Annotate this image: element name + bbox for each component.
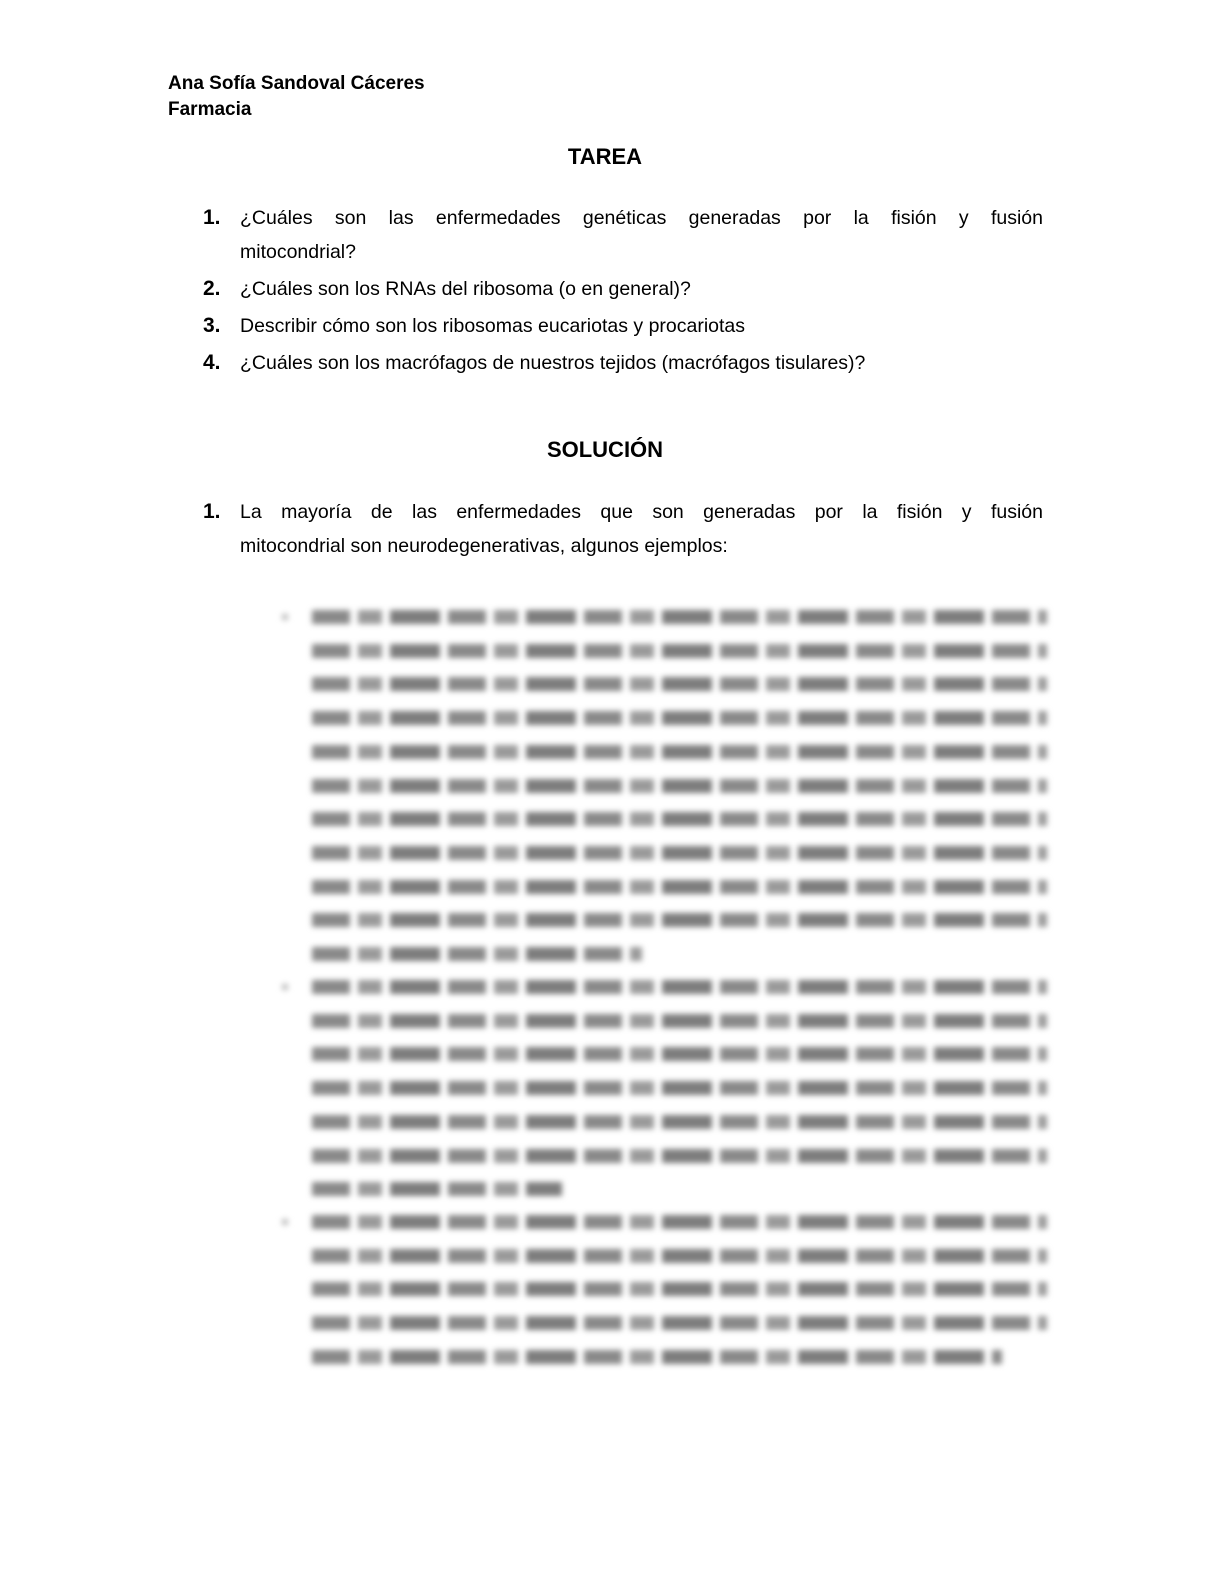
- question-item: [200, 201, 1043, 269]
- answer-item: [200, 495, 1043, 563]
- obscured-text-line: [312, 913, 1047, 927]
- question-text-line: ¿Cuáles son los macrófagos de nuestros tejidos (macrófagos tisulares)?: [240, 352, 866, 374]
- question-text-line: Describir cómo son los ribosomas eucariotas y procariotas: [240, 315, 746, 337]
- obscured-text-line: [312, 711, 1047, 725]
- obscured-text-line: [312, 1081, 1047, 1095]
- question-text-line: ¿Cuáles son las enfermedades genéticas generadas por la fisión y fusión: [240, 207, 1043, 229]
- bullet-marker: [282, 1219, 288, 1225]
- obscured-text-line: [312, 745, 1047, 759]
- obscured-text-line: [312, 1282, 1047, 1296]
- answer-text-line: La mayoría de las enfermedades que son generadas por la fisión y fusión: [240, 501, 1043, 523]
- blurred-content: [270, 600, 1050, 1380]
- question-item: [200, 309, 1043, 343]
- obscured-text-line: [312, 779, 1047, 793]
- document-header: [168, 71, 425, 123]
- question-text-line: ¿Cuáles son los RNAs del ribosoma (o en general)?: [240, 278, 691, 300]
- answer-list: [200, 495, 1043, 566]
- obscured-text-line: [312, 1014, 1047, 1028]
- solucion-title: SOLUCIÓN: [546, 437, 664, 462]
- answer-text-line: mitocondrial son neurodegenerativas, algunos ejemplos:: [240, 535, 728, 557]
- obscured-text-line: [312, 980, 1047, 994]
- obscured-text-line: [312, 1149, 1047, 1163]
- question-number: 3.: [203, 314, 221, 337]
- obscured-text-line: [312, 812, 1047, 826]
- obscured-text-line: [312, 947, 642, 961]
- obscured-text-line: [312, 610, 1047, 624]
- obscured-text-line: [312, 1047, 1047, 1061]
- obscured-text-line: [312, 880, 1047, 894]
- obscured-text-line: [312, 846, 1047, 860]
- question-text-line: mitocondrial?: [240, 241, 356, 263]
- program-name: Farmacia: [168, 99, 252, 120]
- obscured-text-line: [312, 1182, 562, 1196]
- question-list: [200, 201, 1043, 383]
- question-item: [200, 272, 1043, 306]
- obscured-text-line: [312, 1316, 1047, 1330]
- bullet-marker: [282, 984, 288, 990]
- question-number: 2.: [203, 277, 221, 300]
- obscured-text-line: [312, 644, 1047, 658]
- answer-number: 1.: [203, 500, 221, 523]
- question-item: [200, 346, 1043, 380]
- tarea-title: TAREA: [567, 144, 643, 169]
- bullet-marker: [282, 614, 288, 620]
- obscured-text-line: [312, 1215, 1047, 1229]
- obscured-text-line: [312, 1115, 1047, 1129]
- obscured-text-line: [312, 1350, 1002, 1364]
- author-name: Ana Sofía Sandoval Cáceres: [168, 73, 425, 94]
- obscured-text-line: [312, 1249, 1047, 1263]
- question-number: 4.: [203, 351, 221, 374]
- obscured-text-line: [312, 677, 1047, 691]
- question-number: 1.: [203, 206, 221, 229]
